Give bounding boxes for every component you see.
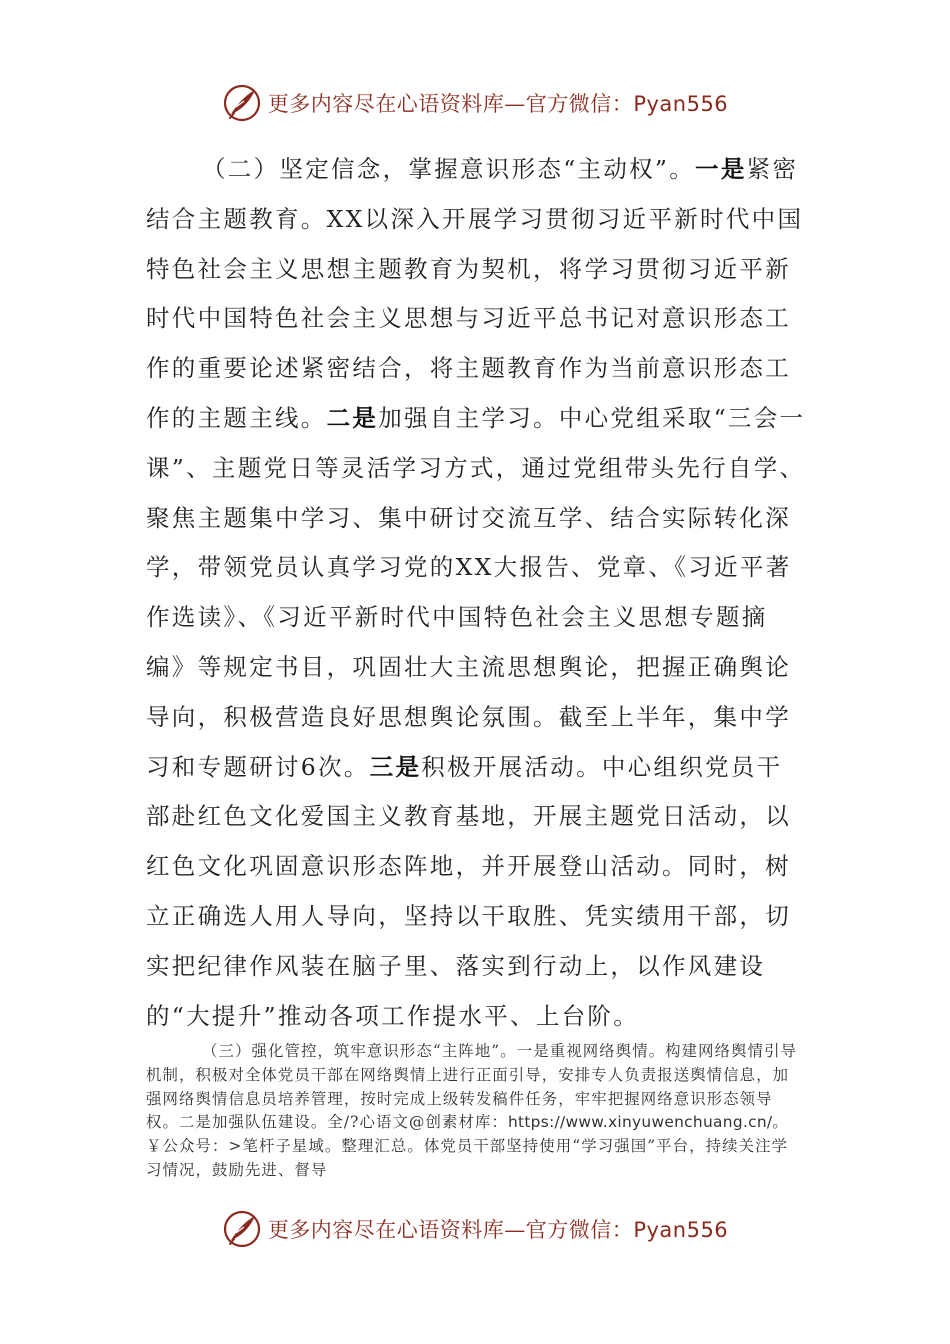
point-2-label: 二是	[326, 403, 379, 432]
section-3-text: （三）强化管控，筑牢意识形态“主阵地”。一是重视网络舆情。构建网络舆情引导机制，积极对全体党员干部在网络舆情上进行正面引导，安排专人负责报送舆情信息，加强网络舆情信息员培养管理，按时完成上级转发稿件任务，牢牢把握网络意识形态领导权。二是加强队伍建设。全/?心语文@创素材库：	[146, 1042, 798, 1132]
point-3-text: 积极开展活动。中心组织党员干部赴红色文化爱国主义教育基地，开展主题党日活动，以红色文化巩固意识形态阵地，并开展登山活动。同时，树立正确选人用人导向，坚持以干取胜、凭实绩用干部，切实把纪律作风装在脑子里、落实到行动上，以作风建设的“大提升”推动各项工作提水平、上台阶。	[146, 752, 791, 1030]
quill-pen-logo-icon	[222, 83, 262, 123]
section-2-body	[146, 145, 806, 1041]
point-1-label: 一是	[695, 155, 747, 183]
quill-pen-logo-icon	[222, 1209, 262, 1249]
point-1-text: 紧密结合主题教育。XX以深入开展学习贯彻习近平新时代中国特色社会主义思想主题教育为契机，将学习贯彻习近平新时代中国特色社会主义思想与习近平总书记对意识形态工作的重要论述紧密结合，将主题教育作为当前意识形态工作的主题主线。	[146, 155, 804, 432]
header-banner	[0, 78, 950, 128]
point-2-text: 加强自主学习。中心党组采取“三会一课”、主题党日等灵活学习方式，通过党组带头先行自学、聚焦主题集中学习、集中研讨交流互学、结合实际转化深学，带领党员认真学习党的XX大报告、党章、《习近平著作选读》、《习近平新时代中国特色社会主义思想专题摘编》等规定书目，巩固壮大主流思想舆论，把握正确舆论导向，积极营造良好思想舆论氛围。截至上半年，集中学习和专题研讨6次。	[146, 403, 806, 781]
wechat-id: Pyan556	[633, 92, 729, 116]
wechat-id: Pyan556	[633, 1218, 729, 1242]
section-3-body	[146, 1040, 802, 1183]
section-3-text-cont: 。￥公众号：>笔杆子星域。整理汇总。体党员干部坚持使用“学习强国”平台，持续关注学习情况，鼓励先进、督导	[146, 1113, 789, 1179]
point-3-label: 三是	[369, 752, 422, 781]
source-url-link[interactable]: https://www.xinyuwenchuang.cn/	[507, 1113, 773, 1132]
footer-banner	[0, 1204, 950, 1254]
banner-text: 更多内容尽在心语资料库—官方微信：Pyan556	[267, 1218, 729, 1242]
section-2-heading: （二）坚定信念，掌握意识形态“主动权”。	[202, 155, 696, 183]
banner-text: 更多内容尽在心语资料库—官方微信：Pyan556	[267, 92, 729, 116]
